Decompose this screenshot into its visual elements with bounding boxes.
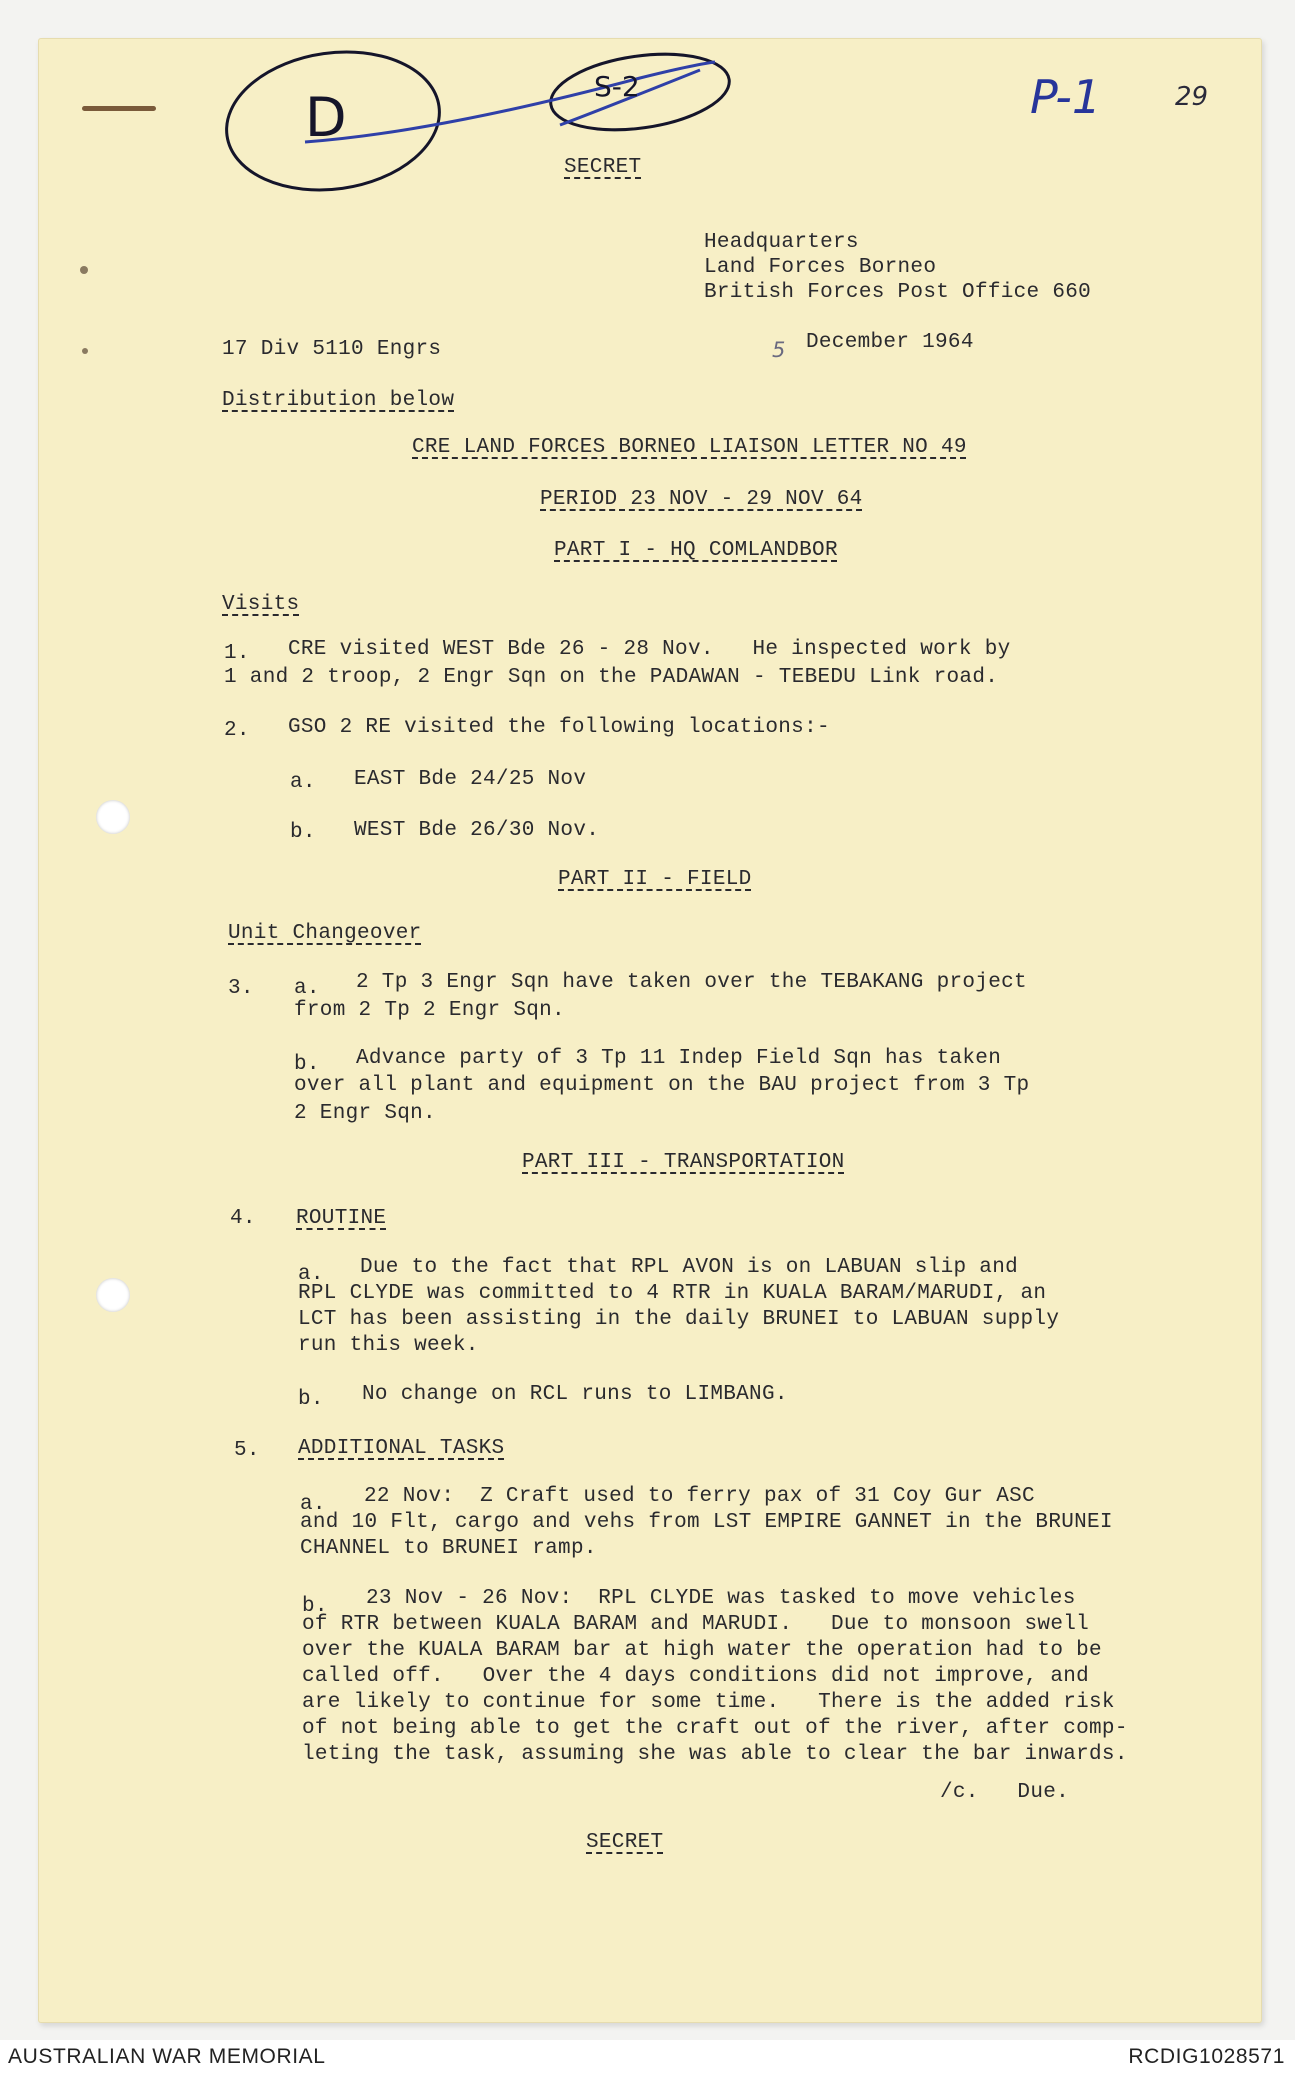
para-5b-line-5: are likely to continue for some time. There is the added risk bbox=[302, 1691, 1115, 1714]
para-2b-label: b. bbox=[290, 821, 316, 844]
para-2a-text: EAST Bde 24/25 Nov bbox=[354, 768, 587, 791]
para-5a-line-3: CHANNEL to BRUNEI ramp. bbox=[300, 1537, 597, 1560]
para-4b-text: No change on RCL runs to LIMBANG. bbox=[362, 1383, 788, 1406]
reference: 17 Div 5110 Engrs bbox=[222, 338, 442, 361]
para-5b-label: b. bbox=[302, 1595, 328, 1618]
address-line-3: British Forces Post Office 660 bbox=[704, 281, 1092, 304]
para-2b-text: WEST Bde 26/30 Nov. bbox=[354, 819, 600, 842]
para-2-line: GSO 2 RE visited the following locations:- bbox=[288, 716, 830, 739]
page-reference: P-1 bbox=[1030, 70, 1102, 124]
para-3a-line-1: 2 Tp 3 Engr Sqn have taken over the TEBAKANG project bbox=[356, 971, 1027, 994]
para-5a-label: a. bbox=[300, 1493, 326, 1516]
date: December 1964 bbox=[806, 331, 974, 354]
classification-top: SECRET bbox=[564, 156, 642, 179]
connecting-stroke bbox=[305, 62, 715, 142]
para-5a-line-1: 22 Nov: Z Craft used to ferry pax of 31 Coy Gur ASC bbox=[364, 1485, 1035, 1508]
para-2a-label: a. bbox=[290, 771, 316, 794]
folio-number: 29 bbox=[1175, 82, 1209, 112]
part-3-heading: PART III - TRANSPORTATION bbox=[522, 1151, 845, 1174]
distribution: Distribution below bbox=[222, 389, 455, 412]
archive-credit: AUSTRALIAN WAR MEMORIAL bbox=[8, 2045, 326, 2068]
para-1-line-2: 1 and 2 troop, 2 Engr Sqn on the PADAWAN - TEBEDU Link road. bbox=[224, 666, 999, 689]
period: PERIOD 23 NOV - 29 NOV 64 bbox=[540, 488, 863, 511]
para-3b-line-3: 2 Engr Sqn. bbox=[294, 1102, 436, 1125]
pin-mark bbox=[82, 348, 88, 354]
circled-code: S-2 bbox=[594, 70, 640, 103]
para-5b-line-1: 23 Nov - 26 Nov: RPL CLYDE was tasked to move vehicles bbox=[366, 1587, 1076, 1610]
classification-bottom: SECRET bbox=[586, 1831, 664, 1854]
continued-marker: /c. Due. bbox=[940, 1781, 1070, 1804]
para-5b-line-6: of not being able to get the craft out of the river, after comp- bbox=[302, 1717, 1128, 1740]
para-5b-line-3: over the KUALA BARAM bar at high water the operation had to be bbox=[302, 1639, 1102, 1662]
pin-mark bbox=[80, 266, 88, 274]
para-4a-line-2: RPL CLYDE was committed to 4 RTR in KUALA BARAM/MARUDI, an bbox=[298, 1282, 1047, 1305]
punch-hole-lower bbox=[96, 1278, 130, 1312]
letter-title: CRE LAND FORCES BORNEO LIAISON LETTER NO 49 bbox=[412, 436, 967, 459]
para-4a-line-4: run this week. bbox=[298, 1334, 479, 1357]
para-4b-label: b. bbox=[298, 1388, 324, 1411]
para-5b-line-7: leting the task, assuming she was able to clear the bar inwards. bbox=[302, 1743, 1128, 1766]
additional-heading: ADDITIONAL TASKS bbox=[298, 1437, 505, 1460]
para-2-number: 2. bbox=[224, 719, 250, 742]
para-4-number: 4. bbox=[230, 1207, 256, 1230]
para-5-number: 5. bbox=[234, 1439, 260, 1462]
para-4a-label: a. bbox=[298, 1263, 324, 1286]
para-1-line-1: CRE visited WEST Bde 26 - 28 Nov. He inspected work by bbox=[288, 638, 1011, 661]
para-3b-line-2: over all plant and equipment on the BAU project from 3 Tp bbox=[294, 1074, 1030, 1097]
para-3b-line-1: Advance party of 3 Tp 11 Indep Field Sqn has taken bbox=[356, 1047, 1002, 1070]
changeover-heading: Unit Changeover bbox=[228, 922, 422, 945]
para-1-number: 1. bbox=[224, 642, 250, 665]
circle-mark-right bbox=[546, 44, 734, 140]
para-3a-label: a. bbox=[294, 977, 320, 1000]
address-line-2: Land Forces Borneo bbox=[704, 256, 937, 279]
date-prefix: 5 bbox=[772, 338, 786, 362]
part-2-heading: PART II - FIELD bbox=[558, 868, 752, 891]
para-4a-line-1: Due to the fact that RPL AVON is on LABUAN slip and bbox=[360, 1256, 1019, 1279]
circled-letter: D bbox=[305, 86, 347, 149]
para-3b-label: b. bbox=[294, 1053, 320, 1076]
para-5b-line-4: called off. Over the 4 days conditions did not improve, and bbox=[302, 1665, 1090, 1688]
para-3-number: 3. bbox=[228, 977, 254, 1000]
para-5b-line-2: of RTR between KUALA BARAM and MARUDI. Due to monsoon swell bbox=[302, 1613, 1090, 1636]
address-line-1: Headquarters bbox=[704, 231, 859, 254]
para-4a-line-3: LCT has been assisting in the daily BRUNEI to LABUAN supply bbox=[298, 1308, 1060, 1331]
part-1-heading: PART I - HQ COMLANDBOR bbox=[554, 539, 838, 562]
archive-id: RCDIG1028571 bbox=[1128, 2045, 1285, 2068]
punch-hole-upper bbox=[96, 800, 130, 834]
para-3a-line-2: from 2 Tp 2 Engr Sqn. bbox=[294, 999, 565, 1022]
visits-heading: Visits bbox=[222, 593, 300, 616]
para-5a-line-2: and 10 Flt, cargo and vehs from LST EMPIRE GANNET in the BRUNEI bbox=[300, 1511, 1113, 1534]
routine-heading: ROUTINE bbox=[296, 1207, 387, 1230]
